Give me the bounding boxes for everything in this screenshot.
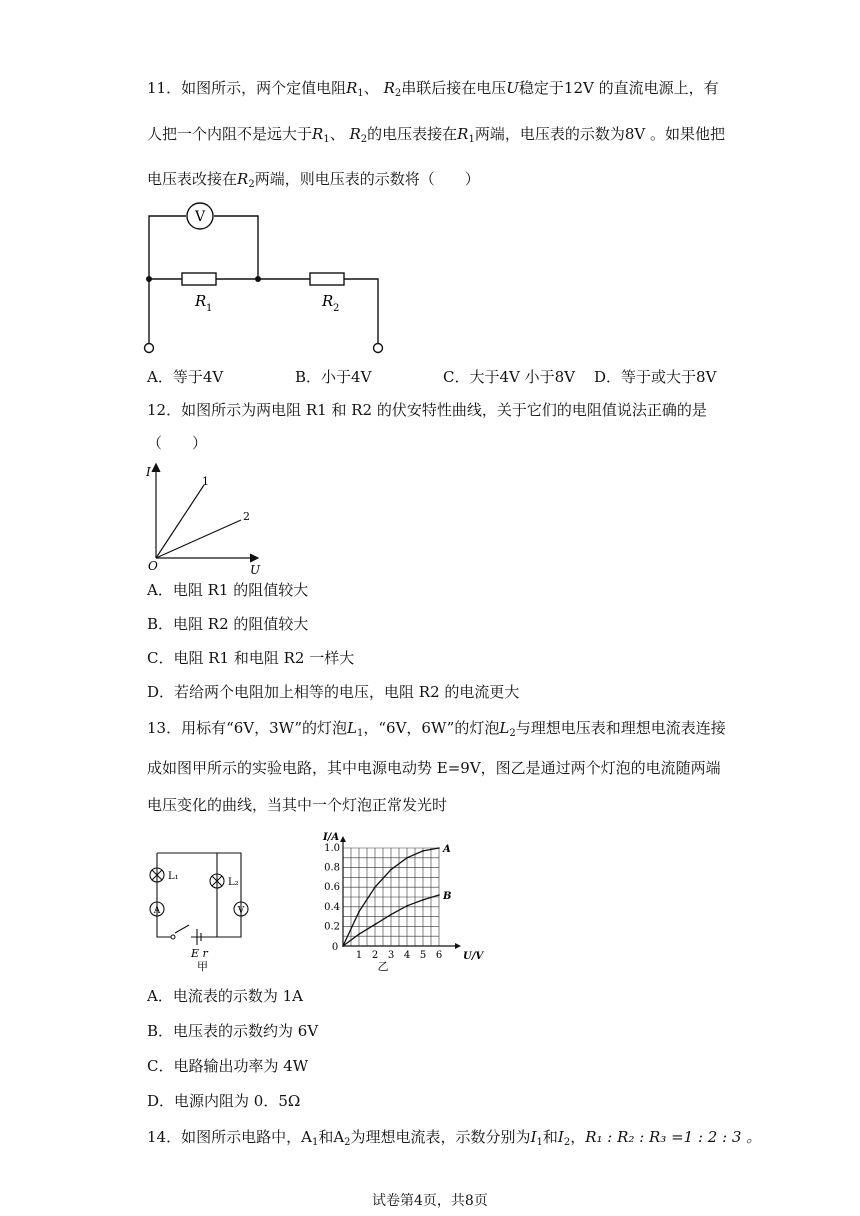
data-point-a bbox=[374, 886, 376, 888]
q11-line-3: 电压表改接在$R_2$两端，则电压表的示数将（ ） bbox=[147, 170, 480, 190]
q12-option-a[interactable]: A．电阻 R1 的阻值较大 bbox=[147, 581, 309, 599]
junction-left bbox=[146, 276, 152, 282]
y-tick-label: 0.2 bbox=[324, 921, 340, 933]
data-point-b bbox=[390, 914, 392, 916]
q12-option-c[interactable]: C．电阻 R1 和电阻 R2 一样大 bbox=[147, 649, 355, 667]
terminal-left bbox=[145, 344, 154, 353]
line-1-label: 1 bbox=[202, 475, 209, 488]
y-tick-label: 0.6 bbox=[324, 882, 340, 894]
terminal-right bbox=[374, 344, 383, 353]
voltmeter-label: V bbox=[237, 906, 245, 916]
r1-subscript: 1 bbox=[206, 303, 213, 314]
q13-line-3: 电压变化的曲线，当其中一个灯泡正常发光时 bbox=[147, 796, 448, 814]
q13-option-a[interactable]: A．电流表的示数为 1A bbox=[147, 987, 303, 1005]
origin-label: 0 bbox=[331, 942, 339, 953]
data-point-a bbox=[406, 857, 408, 859]
q13-circuit-diagram bbox=[145, 845, 255, 975]
data-point-b bbox=[406, 905, 408, 907]
voltmeter-label: V bbox=[194, 209, 206, 225]
figure-a-caption: 甲 bbox=[197, 960, 208, 973]
data-point-b bbox=[422, 899, 424, 901]
x-tick-label: 4 bbox=[403, 950, 411, 961]
q13-option-b[interactable]: B．电压表的示数约为 6V bbox=[147, 1022, 319, 1040]
data-point-b bbox=[374, 924, 376, 926]
x-axis-label: U/V bbox=[463, 951, 484, 962]
data-point-a bbox=[422, 850, 424, 852]
junction-right bbox=[255, 276, 261, 282]
x-tick-label: 3 bbox=[387, 950, 395, 961]
y-axis-arrow bbox=[340, 836, 346, 842]
source-label: E r bbox=[191, 947, 208, 960]
lamp-l1-label: L₁ bbox=[168, 871, 179, 882]
q12-iv-graph bbox=[140, 460, 270, 575]
q11-option-b[interactable]: B．小于4V bbox=[295, 368, 372, 386]
line-2-label: 2 bbox=[243, 510, 250, 523]
resistor-r2 bbox=[310, 273, 344, 285]
q13-iv-chart bbox=[315, 830, 484, 973]
data-point-b bbox=[358, 933, 360, 935]
data-point-b bbox=[342, 945, 344, 947]
figure-b-caption: 乙 bbox=[377, 960, 389, 973]
q11-option-d[interactable]: D．等于或大于8V bbox=[594, 368, 717, 386]
y-tick-label: 0.4 bbox=[324, 901, 340, 913]
q13-line-2: 成如图甲所示的实验电路，其中电源电动势 E=9V，图乙是通过两个灯泡的电流随两端 bbox=[147, 759, 721, 777]
q11-line-2: 人把一个内阻不是远大于$R_1$、 $R_2$的电压表接在$R_1$两端，电压表的示数为8V 。如果他把 bbox=[147, 125, 725, 145]
q14-line-1: 14．如图所示电路中，$A_1$和$A_2$为理想电流表，示数分别为$I_1$和$I_2$，R₁ : R₂ : R₃ =1 : 2 : 3 。 bbox=[147, 1128, 762, 1148]
x-tick-label: 1 bbox=[355, 950, 363, 961]
series-label-a: A bbox=[443, 844, 451, 855]
q13-option-d[interactable]: D．电源内阻为 0．5Ω bbox=[147, 1092, 301, 1110]
q11-option-c[interactable]: C．大于4V 小于8V bbox=[443, 368, 575, 386]
lamp-l2-label: L₂ bbox=[228, 877, 239, 888]
r2-label: R bbox=[322, 292, 334, 310]
r1-label: R bbox=[195, 292, 207, 310]
q11-line-1: 11．如图所示，两个定值电阻$R_1$、 $R_2$串联后接在电压U稳定于12V 的直流电源上，有 bbox=[147, 79, 719, 99]
y-tick-label: 0.8 bbox=[324, 862, 340, 874]
r2-subscript: 2 bbox=[333, 303, 340, 314]
q12-line-1: 12．如图所示为两电阻 R1 和 R2 的伏安特性曲线，关于它们的电阻值说法正确的是 bbox=[147, 401, 707, 419]
q12-option-b[interactable]: B．电阻 R2 的阻值较大 bbox=[147, 615, 309, 633]
q11-circuit-diagram bbox=[140, 200, 390, 360]
y-tick-label: 1.0 bbox=[324, 843, 340, 854]
ammeter-label: A bbox=[153, 906, 161, 916]
y-axis-label: I/A bbox=[323, 832, 340, 843]
x-tick-label: 5 bbox=[419, 950, 427, 961]
q13-line-1: 13．用标有“6V，3W”的灯泡$L_1$，“6V，6W”的灯泡$L_2$与理想电压表和理想电流表连接 bbox=[147, 719, 726, 739]
q12-line-2: （ ） bbox=[147, 434, 208, 452]
data-point-b bbox=[438, 894, 440, 896]
y-axis-label: I bbox=[146, 465, 151, 479]
origin-label: O bbox=[148, 559, 158, 573]
x-axis-label: U bbox=[250, 563, 261, 577]
q13-option-c[interactable]: C．电路输出功率为 4W bbox=[147, 1057, 309, 1075]
data-point-a bbox=[390, 869, 392, 871]
data-point-a bbox=[438, 847, 440, 849]
page-footer: 试卷第4页，共8页 bbox=[372, 1193, 488, 1209]
x-tick-label: 6 bbox=[435, 950, 443, 961]
x-tick-label: 2 bbox=[371, 950, 379, 961]
x-axis-arrow bbox=[455, 943, 461, 949]
q11-option-a[interactable]: A．等于4V bbox=[147, 368, 224, 386]
data-point-a bbox=[358, 911, 360, 913]
resistor-r1 bbox=[182, 273, 216, 285]
q12-option-d[interactable]: D．若给两个电阻加上相等的电压，电阻 R2 的电流更大 bbox=[147, 683, 520, 701]
series-label-b: B bbox=[443, 891, 452, 903]
